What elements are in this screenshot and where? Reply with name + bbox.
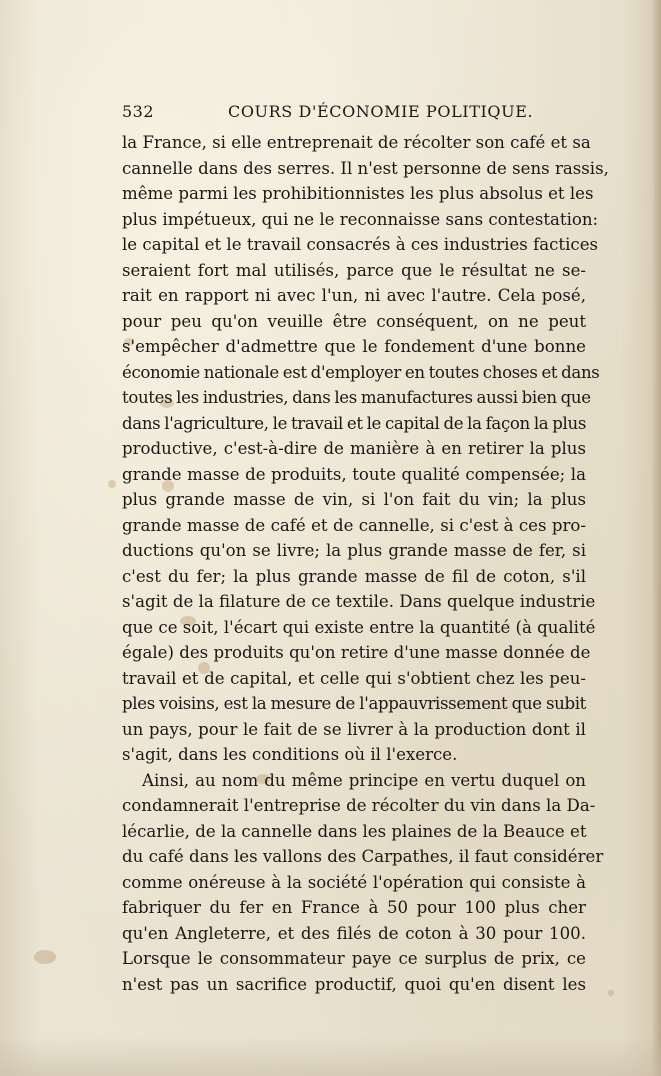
text-line: seraient fort mal utilisés, parce que le résultat ne se-	[122, 260, 586, 280]
foxing-spot	[608, 990, 614, 996]
text-line: économie nationale est d'employer en toutes choses et dans	[122, 362, 600, 382]
text-line: le capital et le travail consacrés à ces industries factices	[122, 235, 599, 254]
text-line: Lorsque le consommateur paye ce surplus de prix, ce	[122, 949, 586, 968]
page-header	[122, 99, 586, 125]
text-line: pour peu qu'on veuille être conséquent, on ne peut	[122, 311, 586, 331]
paragraph-end-line: s'agit, dans les conditions où il l'exerce.	[122, 745, 458, 764]
text-line: dans l'agriculture, le travail et le capital de la façon la plus	[122, 413, 586, 433]
text-line: grande masse de produits, toute qualité compensée; la	[122, 464, 586, 484]
text-line: c'est du fer; la plus grande masse de fil de coton, s'il	[122, 566, 586, 586]
page-bottom-shadow	[0, 1036, 661, 1076]
running-head: COURS D'ÉCONOMIE POLITIQUE.	[228, 102, 534, 121]
text-line: productive, c'est-à-dire de manière à en retirer la plus	[122, 439, 586, 458]
text-line: ductions qu'on se livre; la plus grande masse de fer, si	[122, 541, 586, 560]
page-edge-shadow	[651, 0, 661, 1076]
text-line: comme onéreuse à la société l'opération qui consiste à	[122, 872, 586, 892]
text-line: cannelle dans des serres. Il n'est personne de sens rassis,	[122, 158, 609, 178]
paragraph-start-line: Ainsi, au nom du même principe en vertu duquel on	[142, 770, 586, 790]
text-line: lécarlie, de la cannelle dans les plaines de la Beauce et	[122, 821, 587, 841]
text-line: ples voisins, est la mesure de l'appauvrissement que subit	[122, 694, 586, 713]
text-line: toutes les industries, dans les manufactures aussi bien que	[122, 388, 591, 407]
text-line: plus grande masse de vin, si l'on fait du vin; la plus	[122, 490, 586, 509]
text-line: un pays, pour le fait de se livrer à la production dont il	[122, 719, 586, 739]
text-line: condamnerait l'entreprise de récolter du vin dans la Da-	[122, 796, 596, 815]
text-line: qu'en Angleterre, et des filés de coton à 30 pour 100.	[122, 923, 586, 943]
text-line: égale) des produits qu'on retire d'une masse donnée de	[122, 643, 591, 662]
text-line: du café dans les vallons des Carpathes, il faut considérer	[122, 847, 604, 866]
text-line: s'empêcher d'admettre que le fondement d'une bonne	[122, 337, 586, 356]
text-line: travail et de capital, et celle qui s'obtient chez les peu-	[122, 668, 586, 688]
body-text	[122, 130, 609, 997]
text-line: fabriquer du fer en France à 50 pour 100 plus cher	[122, 898, 586, 917]
text-line: plus impétueux, qui ne le reconnaisse sans contestation:	[122, 209, 599, 229]
text-line: rait en rapport ni avec l'un, ni avec l'autre. Cela posé,	[122, 286, 586, 305]
text-line: s'agit de la filature de ce textile. Dans quelque industrie	[122, 592, 596, 611]
page-number: 532	[122, 102, 155, 121]
text-line: que ce soit, l'écart qui existe entre la quantité (à qualité	[122, 617, 596, 637]
foxing-spot	[34, 950, 56, 964]
text-line: n'est pas un sacrifice productif, quoi qu'en disent les	[122, 974, 586, 994]
foxing-spot	[108, 480, 116, 488]
text-line: grande masse de café et de cannelle, si c'est à ces pro-	[122, 515, 586, 535]
text-line: la France, si elle entreprenait de récolter son café et sa	[122, 133, 591, 152]
text-line: même parmi les prohibitionnistes les plus absolus et les	[122, 184, 594, 203]
